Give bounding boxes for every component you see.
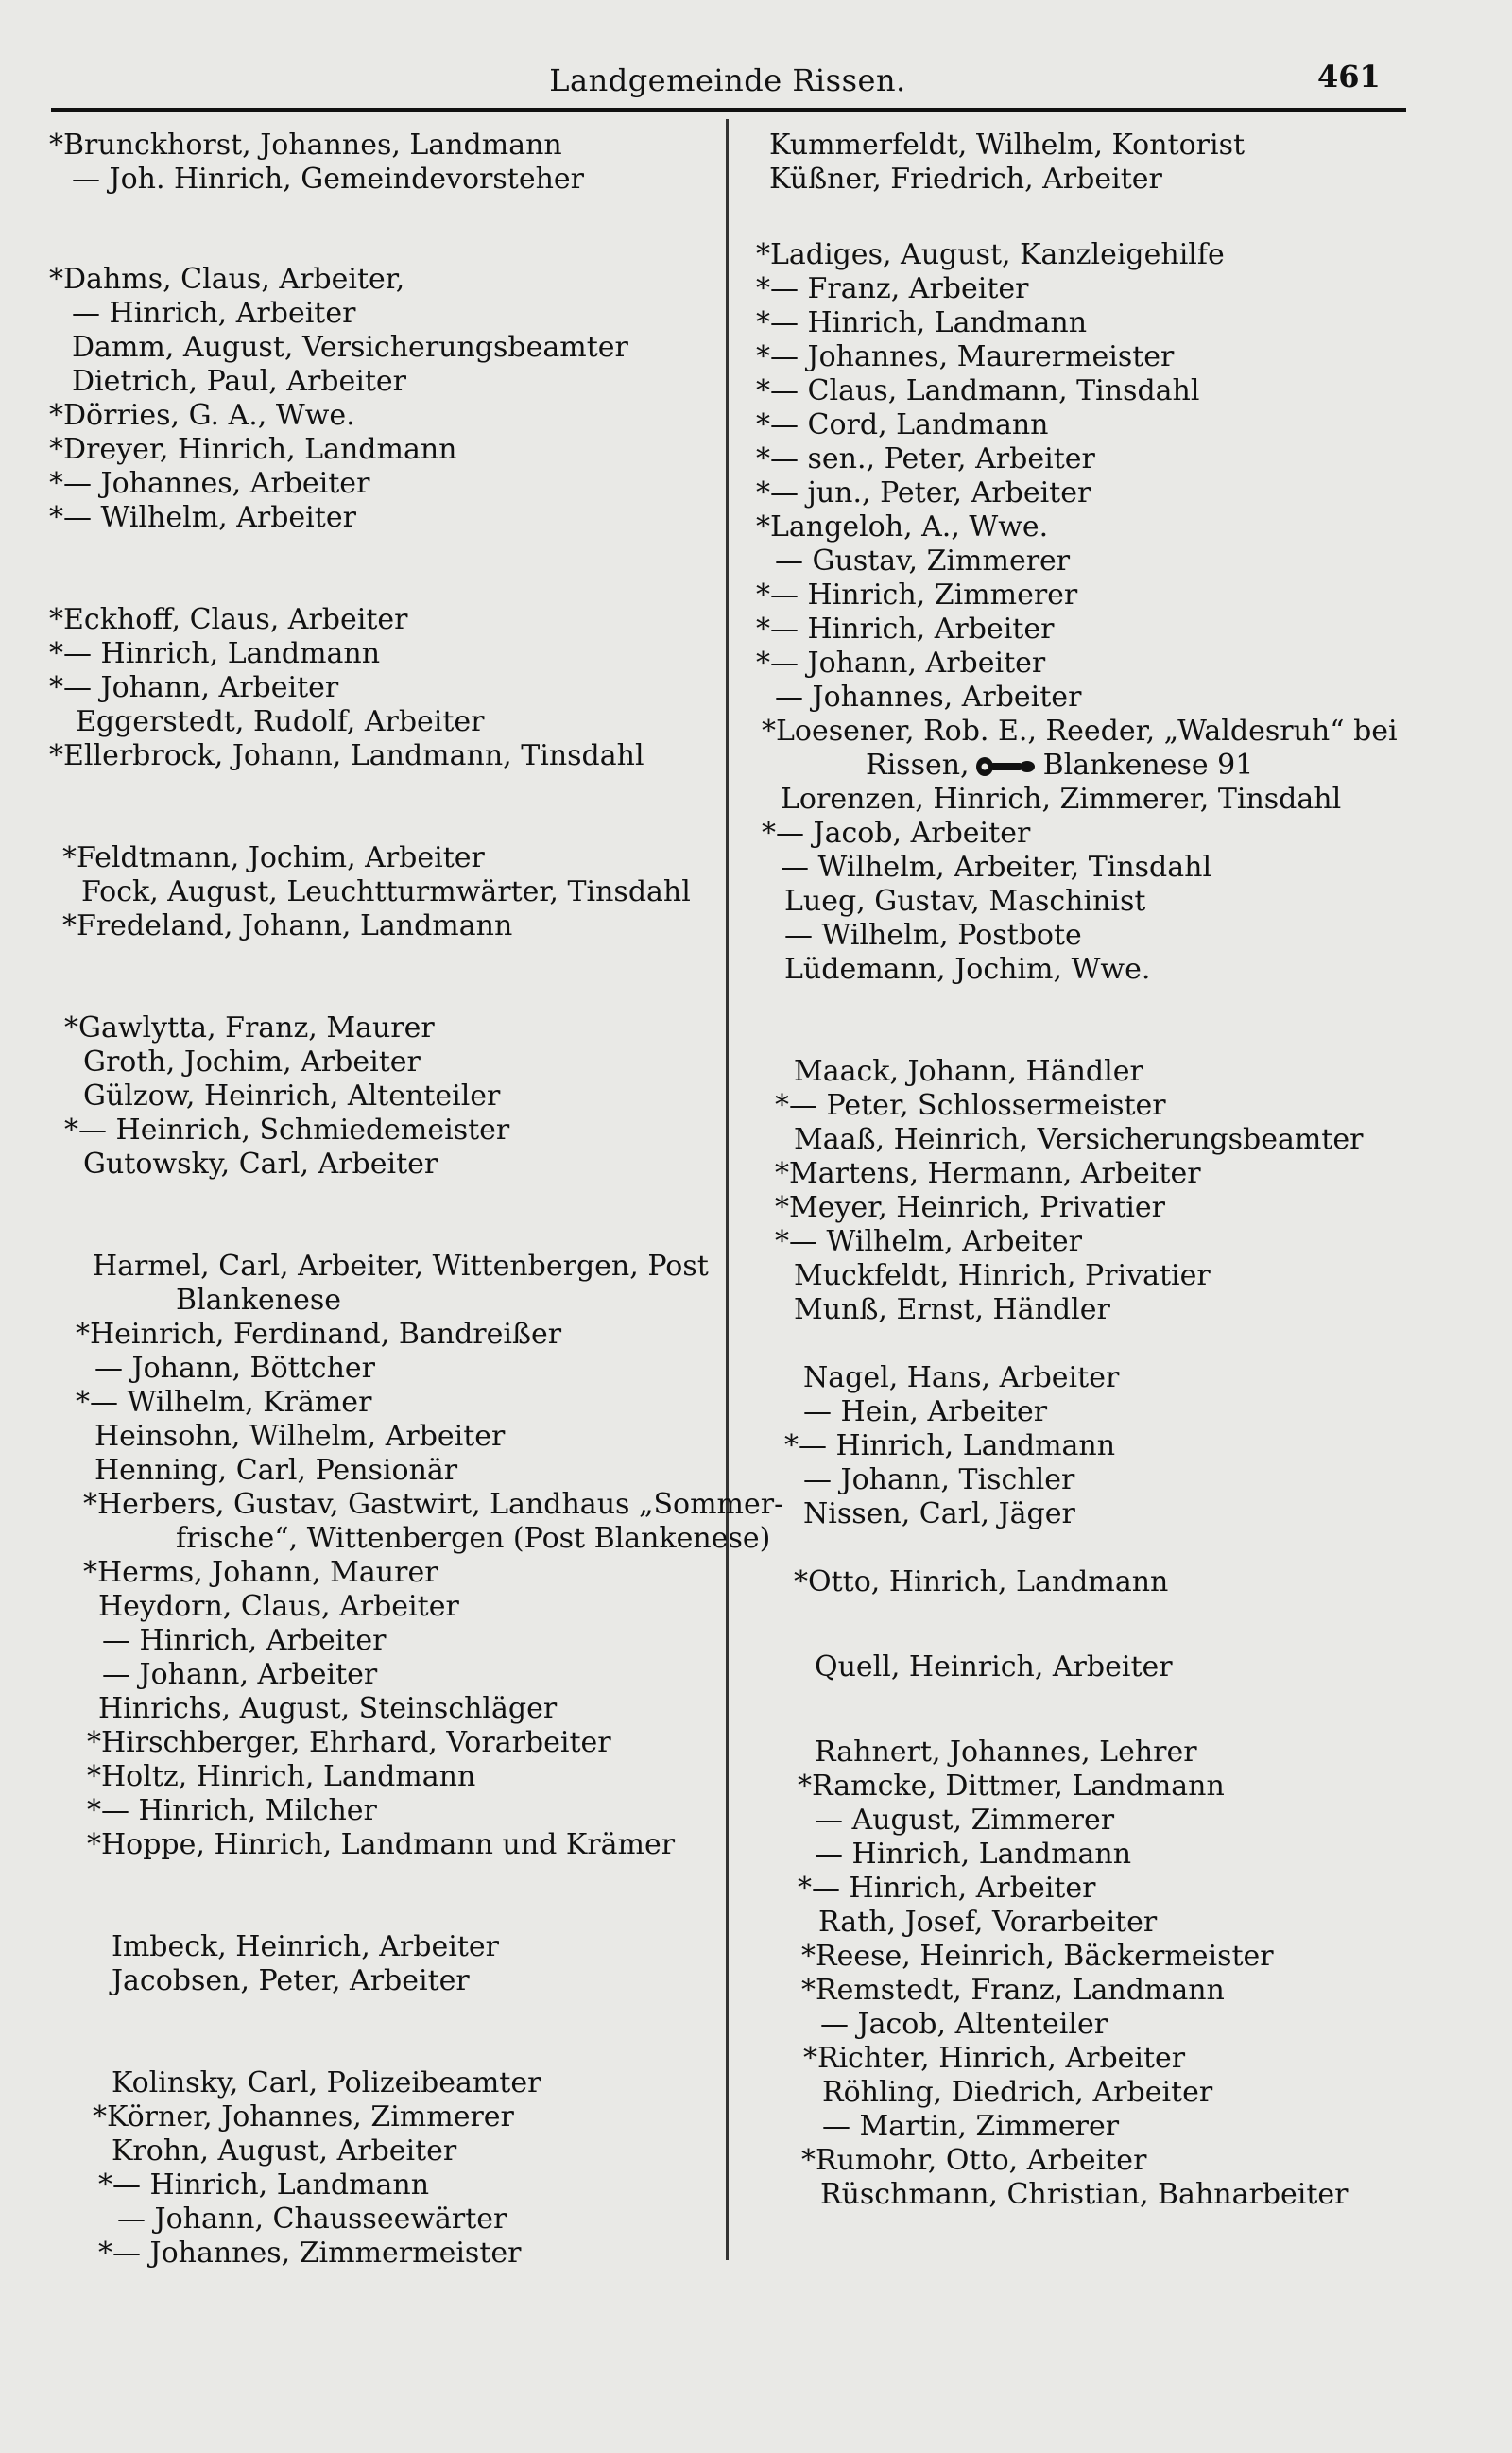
directory-entry: — Hinrich, Landmann [815, 1838, 1132, 1871]
directory-entry: Nagel, Hans, Arbeiter [803, 1361, 1120, 1394]
directory-entry: Lorenzen, Hinrich, Zimmerer, Tinsdahl [781, 783, 1342, 816]
directory-entry: *Heinrich, Ferdinand, Bandreißer [76, 1318, 562, 1351]
directory-entry: Kummerfeldt, Wilhelm, Kontorist [769, 129, 1246, 162]
letter-group [49, 1930, 711, 1998]
directory-entry: *— Johannes, Arbeiter [49, 467, 370, 500]
directory-entry: — Johann, Tischler [803, 1463, 1075, 1496]
directory-entry: *— jun., Peter, Arbeiter [756, 476, 1091, 510]
directory-entry: *Hirschberger, Ehrhard, Vorarbeiter [87, 1726, 611, 1759]
header-rule [51, 108, 1406, 112]
directory-entry: *— Hinrich, Arbeiter [798, 1872, 1096, 1905]
entry-phone-number: Blankenese 91 [1042, 749, 1254, 782]
directory-entry: Röhling, Diedrich, Arbeiter [822, 2076, 1213, 2109]
letter-group [756, 238, 1436, 987]
directory-entry: Maaß, Heinrich, Versicherungsbeamter [794, 1123, 1364, 1156]
directory-entry: — Wilhelm, Arbeiter, Tinsdahl [781, 851, 1212, 884]
directory-entry: *Herbers, Gustav, Gastwirt, Landhaus „Sommer- [83, 1488, 784, 1521]
letter-group [756, 1565, 1436, 1599]
directory-entry: *Brunckhorst, Johannes, Landmann [49, 129, 562, 162]
letter-group [49, 1011, 711, 1182]
directory-entry: *— Franz, Arbeiter [756, 272, 1029, 305]
directory-entry: *— Wilhelm, Krämer [76, 1386, 372, 1419]
directory-entry: *Ramcke, Dittmer, Landmann [798, 1770, 1225, 1803]
directory-entry: *Dörries, G. A., Wwe. [49, 399, 355, 432]
directory-entry: *— Johann, Arbeiter [49, 671, 339, 704]
directory-entry: — Johann, Chausseewärter [117, 2203, 507, 2236]
directory-entry: Nissen, Carl, Jäger [803, 1497, 1075, 1530]
directory-entry: — Jacob, Altenteiler [820, 2008, 1108, 2041]
letter-group [49, 263, 711, 535]
directory-entry: Heinsohn, Wilhelm, Arbeiter [94, 1420, 506, 1453]
directory-entry: Harmel, Carl, Arbeiter, Wittenbergen, Post [93, 1250, 709, 1283]
directory-entry: Lueg, Gustav, Maschinist [784, 885, 1146, 918]
directory-entry: *Langeloh, A., Wwe. [756, 510, 1049, 544]
letter-group [756, 129, 1436, 197]
directory-entry: *— Hinrich, Arbeiter [756, 613, 1055, 646]
letter-group [756, 1736, 1436, 2212]
directory-entry: Imbeck, Heinrich, Arbeiter [112, 1930, 499, 1963]
directory-entry: — Gustav, Zimmerer [775, 544, 1071, 578]
directory-entry: Gülzow, Heinrich, Altenteiler [83, 1080, 501, 1113]
directory-entry: *Fredeland, Johann, Landmann [62, 909, 513, 942]
directory-entry: Quell, Heinrich, Arbeiter [815, 1650, 1173, 1684]
directory-entry: *Loesener, Rob. E., Reeder, „Waldesruh“ bei [762, 715, 1398, 748]
directory-entry: *Remstedt, Franz, Landmann [801, 1974, 1225, 2007]
letter-group [49, 603, 711, 773]
directory-entry: Rüschmann, Christian, Bahnarbeiter [820, 2178, 1349, 2211]
directory-entry: Heydorn, Claus, Arbeiter [98, 1590, 459, 1623]
directory-entry: *Dahms, Claus, Arbeiter, [49, 263, 405, 296]
directory-entry: *Hoppe, Hinrich, Landmann und Krämer [87, 1828, 676, 1861]
directory-entry: — Hinrich, Arbeiter [102, 1624, 387, 1657]
directory-entry: *Herms, Johann, Maurer [83, 1556, 438, 1589]
directory-entry: — Martin, Zimmerer [822, 2110, 1120, 2143]
directory-entry: *Feldtmann, Jochim, Arbeiter [62, 841, 485, 874]
directory-entry: Rath, Josef, Vorarbeiter [818, 1906, 1158, 1939]
directory-entry: *Dreyer, Hinrich, Landmann [49, 433, 457, 466]
directory-entry: Fock, August, Leuchtturmwärter, Tinsdahl [81, 875, 691, 908]
directory-entry: Henning, Carl, Pensionär [94, 1454, 458, 1487]
letter-group [49, 2066, 711, 2271]
directory-entry: — Hinrich, Arbeiter [72, 297, 356, 330]
entry-text: Rissen, [866, 749, 970, 782]
directory-entry: *— Hinrich, Milcher [87, 1794, 377, 1827]
column-divider [726, 119, 729, 2260]
directory-entry: Küßner, Friedrich, Arbeiter [769, 163, 1162, 196]
directory-entry: *Martens, Hermann, Arbeiter [775, 1157, 1201, 1190]
directory-entry: Groth, Jochim, Arbeiter [83, 1045, 421, 1079]
directory-entry: *Otto, Hinrich, Landmann [794, 1565, 1169, 1598]
directory-entry: — Joh. Hinrich, Gemeindevorsteher [72, 163, 584, 196]
directory-entry: Munß, Ernst, Händler [794, 1293, 1110, 1326]
page-title: Landgemeinde Rissen. [549, 62, 906, 98]
directory-entry [756, 749, 1436, 783]
directory-entry: *— Peter, Schlossermeister [775, 1089, 1166, 1122]
directory-entry: — Johannes, Arbeiter [775, 681, 1082, 714]
directory-entry: Rahnert, Johannes, Lehrer [815, 1736, 1197, 1769]
directory-entry: *Eckhoff, Claus, Arbeiter [49, 603, 408, 636]
directory-entry: — Wilhelm, Postbote [784, 919, 1082, 952]
directory-entry: *— Hinrich, Landmann [784, 1429, 1116, 1462]
directory-entry: *Reese, Heinrich, Bäckermeister [801, 1940, 1274, 1973]
directory-entry: Krohn, August, Arbeiter [112, 2134, 457, 2168]
directory-entry: *Gawlytta, Franz, Maurer [64, 1011, 435, 1045]
directory-entry: *— sen., Peter, Arbeiter [756, 442, 1095, 475]
directory-entry: *— Heinrich, Schmiedemeister [64, 1114, 510, 1147]
directory-entry: *— Hinrich, Zimmerer [756, 579, 1078, 612]
directory-entry: — August, Zimmerer [815, 1804, 1115, 1837]
directory-entry: *— Jacob, Arbeiter [762, 817, 1031, 850]
letter-group [756, 1361, 1436, 1531]
phone-receiver-icon [975, 755, 1038, 778]
left-column [49, 129, 784, 2271]
directory-entry: Muckfeldt, Hinrich, Privatier [794, 1259, 1211, 1292]
directory-entry: — Hein, Arbeiter [803, 1395, 1048, 1428]
directory-entry: *Körner, Johannes, Zimmerer [93, 2100, 514, 2133]
directory-entry: Maack, Johann, Händler [794, 1055, 1143, 1088]
directory-entry: *— Hinrich, Landmann [756, 306, 1088, 339]
letter-group [49, 1250, 784, 1862]
page-number: 461 [1317, 59, 1381, 95]
directory-entry: *Holtz, Hinrich, Landmann [87, 1760, 476, 1793]
directory-entry: Jacobsen, Peter, Arbeiter [112, 1964, 470, 1997]
directory-entry: Lüdemann, Jochim, Wwe. [784, 953, 1151, 986]
directory-entry: *— Johannes, Zimmermeister [98, 2237, 522, 2270]
directory-entry: *Meyer, Heinrich, Privatier [775, 1191, 1165, 1224]
letter-group [756, 1055, 1436, 1327]
directory-entry: Kolinsky, Carl, Polizeibeamter [112, 2066, 541, 2099]
directory-entry: Damm, August, Versicherungsbeamter [72, 331, 628, 364]
letter-group [756, 1650, 1436, 1684]
directory-entry: Blankenese [176, 1284, 342, 1317]
directory-entry: *— Wilhelm, Arbeiter [49, 501, 356, 534]
directory-entry: *— Claus, Landmann, Tinsdahl [756, 374, 1200, 407]
letter-group [49, 129, 711, 197]
directory-entry: — Johann, Böttcher [94, 1352, 375, 1385]
directory-entry: Hinrichs, August, Steinschläger [98, 1692, 558, 1725]
directory-entry: *— Cord, Landmann [756, 408, 1049, 441]
directory-entry: Dietrich, Paul, Arbeiter [72, 365, 407, 398]
directory-entry: Gutowsky, Carl, Arbeiter [83, 1148, 438, 1181]
directory-entry: frische“, Wittenbergen (Post Blankenese) [176, 1522, 771, 1555]
right-column [756, 129, 1436, 2212]
directory-entry: *Richter, Hinrich, Arbeiter [803, 2042, 1186, 2075]
directory-entry: *— Hinrich, Landmann [98, 2168, 430, 2202]
letter-group [49, 841, 711, 943]
directory-entry: *Ellerbrock, Johann, Landmann, Tinsdahl [49, 739, 644, 772]
directory-entry: *— Johannes, Maurermeister [756, 340, 1175, 373]
directory-entry: *Rumohr, Otto, Arbeiter [801, 2144, 1147, 2177]
directory-entry: Eggerstedt, Rudolf, Arbeiter [76, 705, 485, 738]
directory-entry: *— Johann, Arbeiter [756, 647, 1046, 680]
directory-entry: *— Hinrich, Landmann [49, 637, 381, 670]
directory-entry: *— Wilhelm, Arbeiter [775, 1225, 1082, 1258]
directory-entry: *Ladiges, August, Kanzleigehilfe [756, 238, 1225, 271]
directory-entry: — Johann, Arbeiter [102, 1658, 378, 1691]
